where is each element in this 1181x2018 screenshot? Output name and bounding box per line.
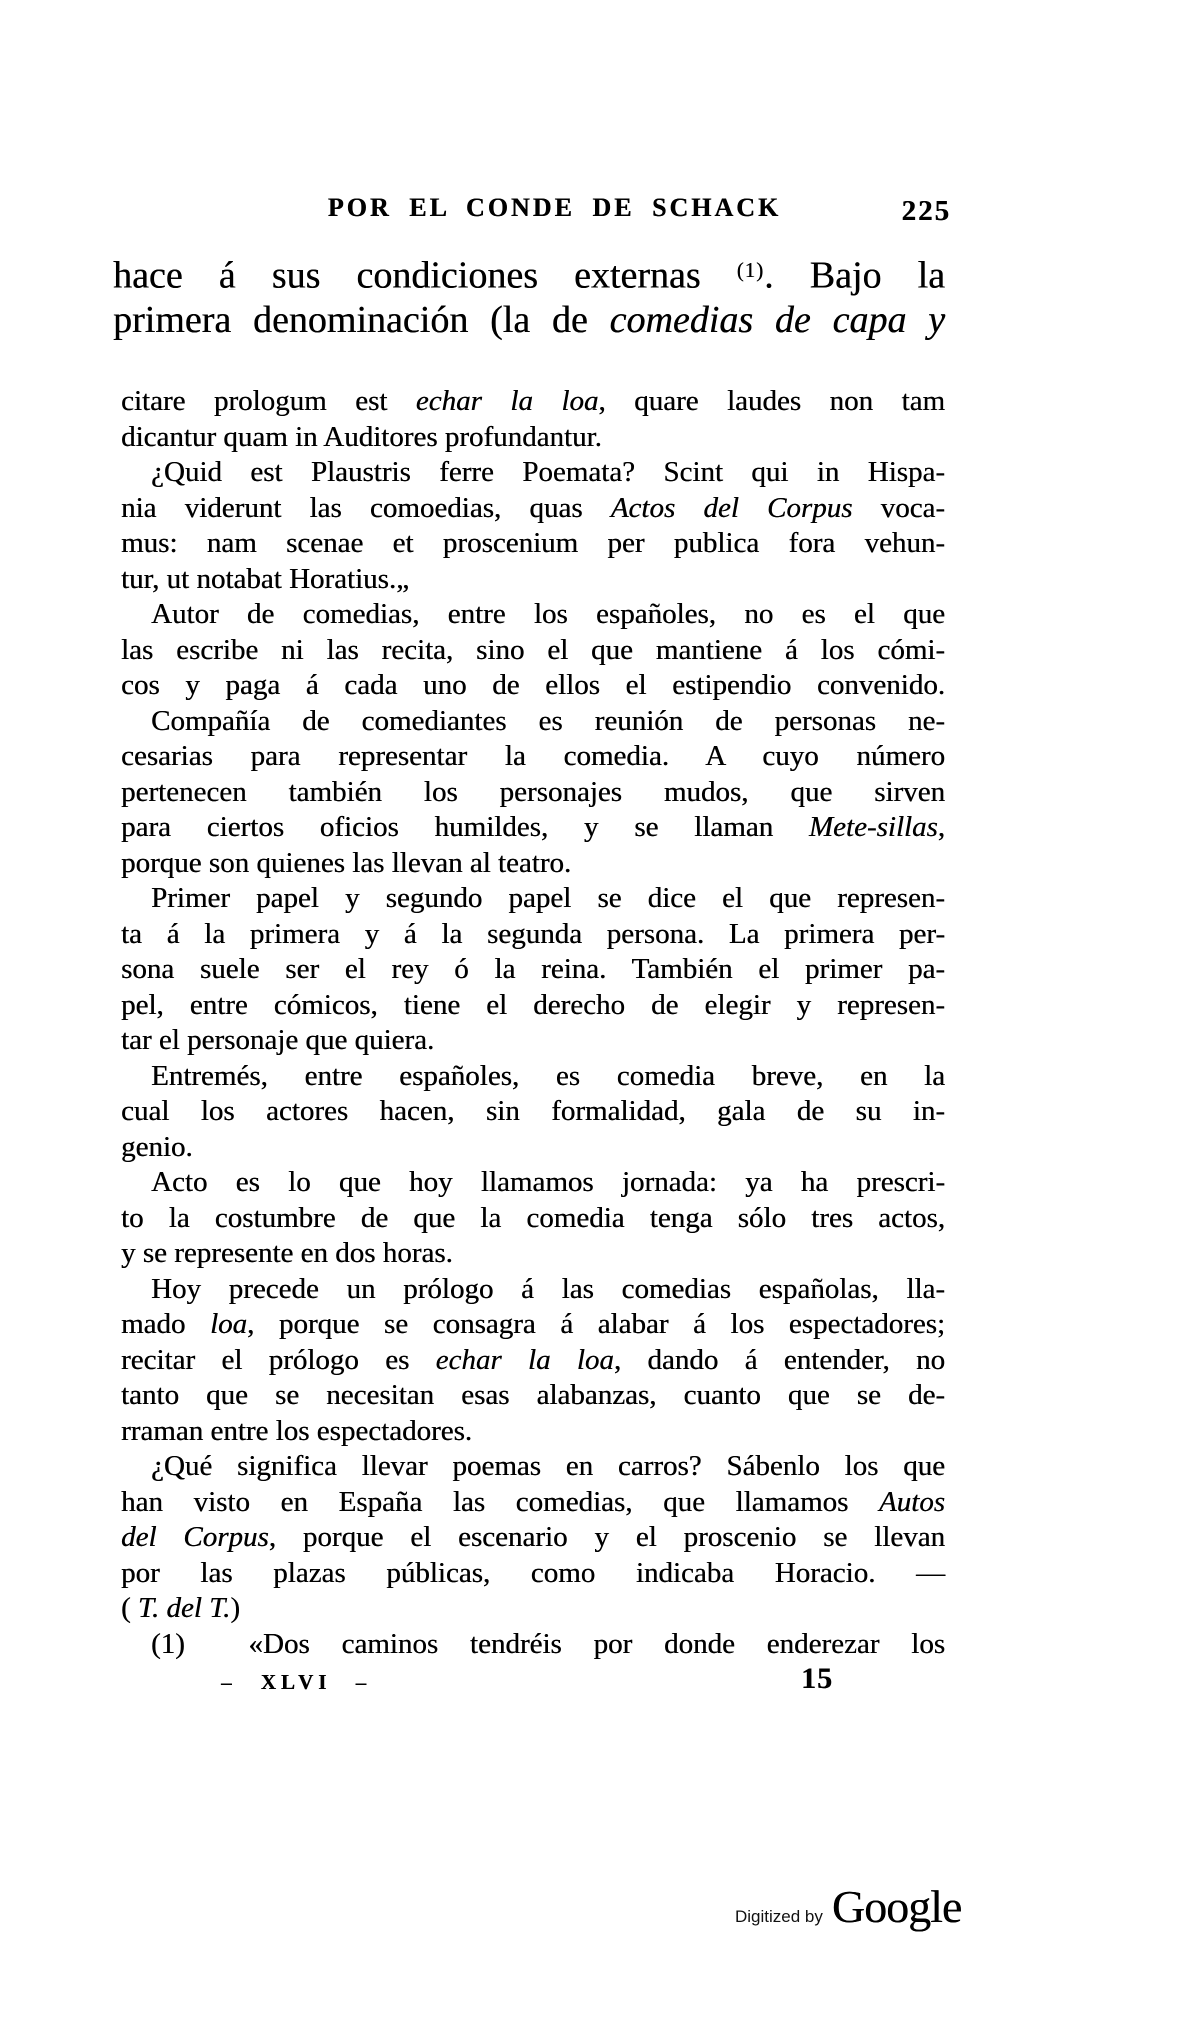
- text-segment: voca-: [852, 491, 945, 524]
- text-segment: Acto es lo que hoy llamamos jornada: ya ha prescri-: [151, 1166, 945, 1198]
- text-line: [121, 739, 945, 775]
- italic-text-segment: echar la loa: [415, 385, 599, 417]
- text-segment: ,: [937, 811, 945, 843]
- text-segment: ta á la primera y á la segunda persona. La primera per-: [121, 917, 945, 950]
- text-segment: cesarias para representar la comedia. A cuyo número: [121, 740, 945, 772]
- running-title: POR EL CONDE DE SCHACK: [327, 193, 782, 222]
- italic-text-segment: comedias de capa y: [609, 299, 945, 342]
- text-line: [121, 526, 945, 562]
- text-segment: por las plazas públicas, como indicaba Horacio. —: [121, 1556, 945, 1589]
- text-line: [121, 633, 945, 669]
- sheet-number: 15: [801, 1662, 833, 1695]
- text-segment: ): [230, 1592, 240, 1624]
- text-segment: cual los actores hacen, sin formalidad, gala de su in-: [121, 1095, 945, 1127]
- italic-text-segment: Actos del Corpus: [610, 491, 853, 524]
- translator-note-block: [121, 384, 945, 1662]
- signature-mark: – XLVI –: [221, 1670, 372, 1694]
- text-segment: to la costumbre de que la comedia tenga sólo tres actos,: [121, 1201, 945, 1234]
- text-segment: pertenecen también los personajes mudos, que sirven: [121, 775, 945, 808]
- text-segment: primera denominación (la de: [113, 299, 610, 342]
- text-line: [113, 298, 945, 343]
- text-line: [121, 1627, 945, 1663]
- page-number: 225: [901, 195, 951, 227]
- text-line: [121, 384, 945, 420]
- text-line: [121, 597, 945, 633]
- text-line: [121, 1378, 945, 1414]
- text-line: [121, 810, 945, 846]
- text-segment: mado: [121, 1308, 210, 1340]
- text-line: [121, 420, 945, 456]
- text-line: [121, 1520, 945, 1556]
- text-line: [121, 881, 945, 917]
- text-line: [121, 988, 945, 1024]
- text-segment: (1) «Dos caminos tendréis por donde enderezar los: [151, 1627, 945, 1660]
- text-line: [121, 1556, 945, 1592]
- text-segment: dicantur quam in Auditores profundantur.: [121, 420, 602, 453]
- text-line: [121, 1130, 945, 1166]
- text-line: [113, 248, 945, 298]
- text-segment: han visto en España las comedias, que llamamos: [121, 1485, 879, 1518]
- text-line: [121, 1059, 945, 1095]
- text-segment: pel, entre cómicos, tiene el derecho de elegir y represen-: [121, 988, 945, 1021]
- text-line: [121, 668, 945, 704]
- page-header: [120, 193, 951, 233]
- text-segment: Compañía de comediantes es reunión de personas ne-: [151, 704, 945, 737]
- text-segment: Hoy precede un prólogo á las comedias españolas, lla-: [151, 1272, 945, 1305]
- text-segment: hace á sus condiciones externas: [113, 254, 737, 297]
- text-line: [121, 1272, 945, 1308]
- text-line: [121, 455, 945, 491]
- text-segment: nia viderunt las comoedias, quas: [121, 491, 611, 524]
- text-segment: tur, ut notabat Horatius.„: [121, 562, 409, 595]
- text-line: [121, 952, 945, 988]
- text-segment: porque son quienes las llevan al teatro.: [121, 846, 572, 879]
- watermark-prefix-label: Digitized by: [735, 1907, 823, 1926]
- text-line: [121, 775, 945, 811]
- footnote-reference: (1): [736, 258, 765, 282]
- text-line: [121, 1094, 945, 1130]
- text-line: [121, 1343, 945, 1379]
- italic-text-segment: Mete-sillas: [808, 811, 938, 843]
- text-line: [121, 704, 945, 740]
- text-segment: ¿Quid est Plaustris ferre Poemata? Scint qui in Hispa-: [151, 456, 945, 488]
- text-segment: rraman entre los espectadores.: [121, 1414, 473, 1447]
- text-segment: cos y paga á cada uno de ellos el estipendio convenido.: [121, 669, 945, 701]
- text-segment: genio.: [121, 1130, 193, 1163]
- text-line: [121, 1485, 945, 1521]
- italic-text-segment: T. del T.: [137, 1592, 231, 1624]
- italic-text-segment: echar la loa: [435, 1343, 614, 1376]
- text-line: [121, 562, 945, 598]
- text-segment: tanto que se necesitan esas alabanzas, cuanto que se de-: [121, 1379, 945, 1411]
- text-line: [121, 1236, 945, 1272]
- digitized-by-google-watermark: [735, 1880, 961, 1933]
- text-segment: mus: nam scenae et proscenium per publica fora vehun-: [121, 527, 945, 559]
- text-segment: , porque el escenario y el proscenio se llevan: [268, 1521, 946, 1553]
- text-segment: Entremés, entre españoles, es comedia breve, en la: [151, 1059, 945, 1092]
- text-segment: Primer papel y segundo papel se dice el que represen-: [151, 882, 945, 914]
- text-segment: . Bajo la: [764, 254, 945, 297]
- italic-text-segment: loa: [209, 1308, 248, 1340]
- main-text-paragraph: [113, 248, 945, 343]
- text-line: [121, 846, 945, 882]
- text-line: [121, 1449, 945, 1485]
- google-logo: Google: [831, 1881, 962, 1932]
- text-segment: Autor de comedias, entre los españoles, no es el que: [151, 598, 945, 630]
- text-line: [121, 1414, 945, 1450]
- text-segment: para ciertos oficios humildes, y se llaman: [121, 811, 809, 843]
- text-segment: (: [121, 1592, 138, 1624]
- text-segment: , quare laudes non tam: [598, 385, 945, 417]
- text-segment: y se represente en dos horas.: [121, 1237, 453, 1269]
- text-line: [121, 917, 945, 953]
- text-segment: , dando á entender, no: [613, 1343, 945, 1376]
- text-line: [121, 1165, 945, 1201]
- text-line: [121, 491, 945, 527]
- text-segment: recitar el prólogo es: [121, 1343, 436, 1376]
- text-line: [121, 1201, 945, 1237]
- text-segment: citare prologum est: [121, 385, 416, 417]
- italic-text-segment: Autos: [878, 1485, 945, 1518]
- text-segment: las escribe ni las recita, sino el que mantiene á los cómi-: [121, 633, 945, 666]
- text-segment: , porque se consagra á alabar á los espectadores;: [247, 1308, 946, 1340]
- text-segment: sona suele ser el rey ó la reina. También el primer pa-: [121, 953, 945, 985]
- text-line: [121, 1023, 945, 1059]
- italic-text-segment: del Corpus: [121, 1521, 269, 1553]
- text-segment: ¿Qué significa llevar poemas en carros? Sábenlo los que: [151, 1450, 945, 1482]
- text-line: [121, 1307, 945, 1343]
- text-line: [121, 1591, 945, 1627]
- text-segment: tar el personaje que quiera.: [121, 1024, 435, 1056]
